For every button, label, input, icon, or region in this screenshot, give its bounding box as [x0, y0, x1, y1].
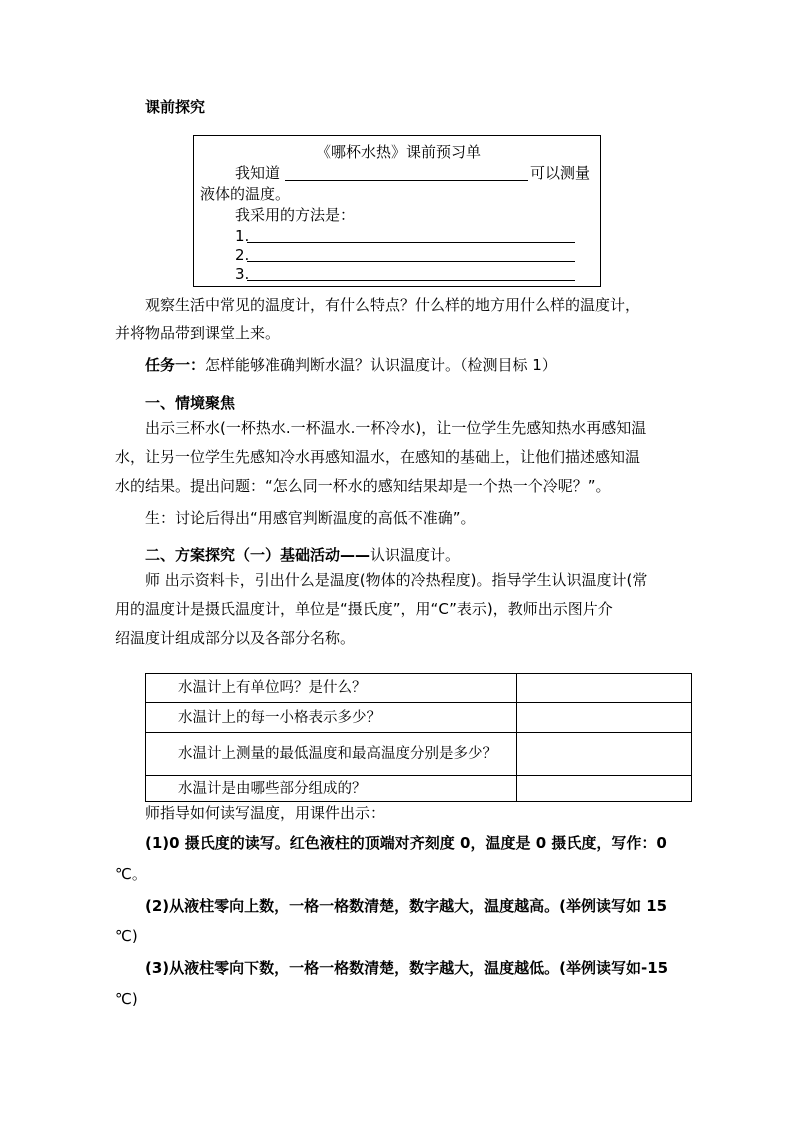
answer-cell [517, 776, 692, 802]
table-row [146, 703, 692, 733]
question-cell: 水温计上的每一小格表示多少？ [146, 703, 517, 733]
know-continuation: 液体的温度。 [200, 185, 291, 203]
method-line-3 [247, 280, 575, 281]
reading-item2-line1: (2)从液柱零向上数，一格一格数清楚，数字越大，温度越高。(举例读写如 15 [145, 897, 668, 915]
section1-p2: 生：讨论后得出“用感官判断温度的高低不准确”。 [145, 509, 476, 527]
reading-item1-line1: (1)0 摄氏度的读写。红色液柱的顶端对齐刻度 0，温度是 0 摄氏度，写作：0 [145, 834, 667, 852]
table-row [146, 733, 692, 776]
section2-heading [145, 545, 460, 565]
method-item-2: 2. [235, 246, 250, 264]
method-line-2 [247, 261, 575, 262]
question-cell: 水温计上有单位吗？是什么？ [146, 674, 517, 703]
section2-heading-rest: 认识温度计。 [370, 546, 461, 564]
know-prefix: 我知道 [235, 164, 281, 182]
reading-item1-line2: ℃。 [115, 865, 147, 883]
know-suffix: 可以测量 [530, 164, 591, 182]
section2-p1-line1: 师 出示资料卡，引出什么是温度(物体的冷热程度)。指导学生认识温度计(常 [145, 571, 648, 589]
section1-p1-line1: 出示三杯水(一杯热水.一杯温水.一杯冷水)，让一位学生先感知热水再感知温 [145, 419, 647, 437]
answer-cell [517, 703, 692, 733]
reading-item2-line2: ℃) [115, 927, 138, 945]
task1-text: 怎样能够准确判断水温？认识温度计。（检测目标 1） [205, 356, 557, 374]
section1-p1-line3: 水的结果。提出问题：“怎么同一杯水的感知结果却是一个热一个冷呢？”。 [115, 477, 611, 495]
table-row [146, 674, 692, 703]
reading-intro: 师指导如何读写温度，用课件出示： [145, 804, 386, 822]
answer-cell [517, 733, 692, 776]
task1-line [145, 355, 557, 375]
section1-p1-line2: 水，让另一位学生先感知冷水再感知温水，在感知的基础上，让他们描述感知温 [115, 448, 641, 466]
section2-p1-line2: 用的温度计是摄氏温度计，单位是“摄氏度”，用“C”表示)，教师出示图片介 [115, 600, 613, 618]
reading-item3-line1: (3)从液柱零向下数，一格一格数清楚，数字越大，温度越低。(举例读写如-15 [145, 959, 669, 977]
method-line-1 [247, 242, 575, 243]
section-heading: 课前探究 [145, 98, 206, 116]
observe-line-2: 并将物品带到课堂上来。 [115, 324, 281, 342]
observe-line-1: 观察生活中常见的温度计，有什么特点？什么样的地方用什么样的温度计， [145, 296, 641, 314]
answer-cell [517, 674, 692, 703]
question-cell: 水温计是由哪些部分组成的？ [146, 776, 517, 802]
method-item-3: 3. [235, 265, 250, 283]
question-cell: 水温计上测量的最低温度和最高温度分别是多少？ [146, 733, 517, 776]
question-table [145, 673, 692, 802]
section2-p1-line3: 绍温度计组成部分以及各部分名称。 [115, 629, 356, 647]
preview-sheet-title: 《哪杯水热》课前预习单 [316, 143, 482, 161]
know-blank-line [285, 180, 528, 181]
table-row [146, 776, 692, 802]
reading-item3-line2: ℃) [115, 990, 138, 1008]
task1-label: 任务一： [145, 356, 206, 374]
section1-heading: 一、情境聚焦 [145, 394, 236, 412]
section2-heading-bold: 二、方案探究（一）基础活动—— [145, 546, 371, 564]
method-label: 我采用的方法是： [235, 206, 356, 224]
method-item-1: 1. [235, 227, 250, 245]
